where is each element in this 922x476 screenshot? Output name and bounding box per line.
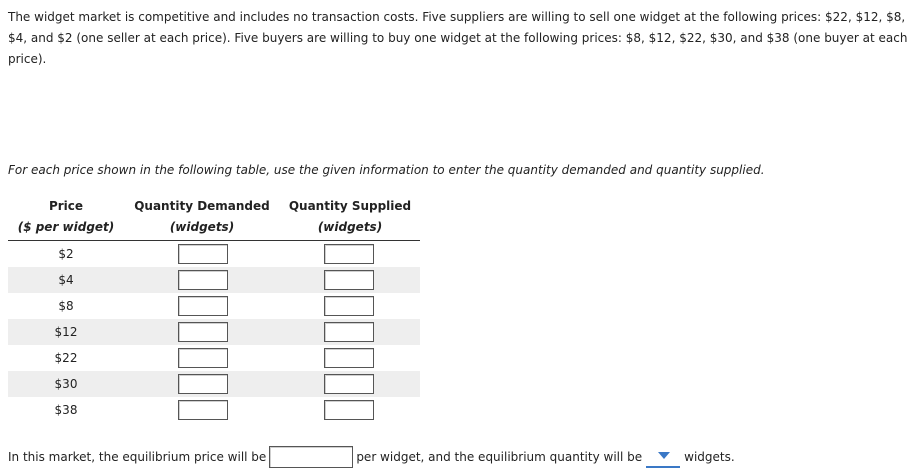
supply-demand-table — [8, 196, 420, 423]
table-instruction: For each price shown in the following table, use the given information to enter the quantity demanded and quantity supplied. — [8, 163, 765, 177]
qd-unit-header: (widgets) — [169, 220, 235, 234]
price-unit-header: ($ per widget) — [17, 220, 115, 234]
caret-down-icon — [658, 452, 670, 459]
quantity-demanded-input[interactable] — [178, 270, 228, 290]
problem-statement — [8, 7, 920, 70]
quantity-supplied-input[interactable] — [324, 270, 374, 290]
quantity-demanded-input[interactable] — [178, 244, 228, 264]
equilibrium-text-after: widgets. — [684, 450, 735, 464]
problem-line-1: The widget market is competitive and includes no transaction costs. Five suppliers are willing to sell one widget at the following prices: $22, $12, $8, — [8, 10, 906, 24]
quantity-supplied-input[interactable] — [324, 348, 374, 368]
table-row — [8, 345, 420, 371]
quantity-demanded-input[interactable] — [178, 400, 228, 420]
quantity-supplied-input[interactable] — [324, 374, 374, 394]
table-row — [8, 319, 420, 345]
price-cell: $8 — [58, 299, 74, 313]
quantity-supplied-input[interactable] — [324, 400, 374, 420]
qs-header: Quantity Supplied — [288, 199, 412, 213]
quantity-demanded-input[interactable] — [178, 322, 228, 342]
price-cell: $4 — [58, 273, 74, 287]
table-header-row — [8, 196, 420, 217]
table-row — [8, 397, 420, 423]
quantity-demanded-input[interactable] — [178, 348, 228, 368]
equilibrium-quantity-dropdown[interactable] — [646, 446, 680, 468]
table-row — [8, 371, 420, 397]
qs-unit-header: (widgets) — [317, 220, 383, 234]
price-cell: $30 — [54, 377, 78, 391]
price-cell: $12 — [54, 325, 78, 339]
price-header: Price — [48, 199, 84, 213]
quantity-supplied-input[interactable] — [324, 244, 374, 264]
price-cell: $38 — [54, 403, 78, 417]
qd-header: Quantity Demanded — [134, 199, 270, 213]
equilibrium-text-middle: per widget, and the equilibrium quantity will be — [356, 450, 643, 464]
table-row — [8, 293, 420, 319]
quantity-supplied-input[interactable] — [324, 322, 374, 342]
equilibrium-price-input[interactable] — [269, 446, 353, 468]
equilibrium-sentence — [8, 446, 735, 468]
price-cell: $2 — [58, 247, 74, 261]
problem-line-3: price). — [8, 52, 47, 66]
problem-line-2: $4, and $2 (one seller at each price). Five buyers are willing to buy one widget at the following prices: $8, $12, $22, $30, and $38 (one buyer at each — [8, 31, 908, 45]
quantity-demanded-input[interactable] — [178, 296, 228, 316]
table-unit-row — [8, 217, 420, 241]
quantity-demanded-input[interactable] — [178, 374, 228, 394]
equilibrium-text-before: In this market, the equilibrium price will be — [8, 450, 267, 464]
price-cell: $22 — [54, 351, 78, 365]
quantity-supplied-input[interactable] — [324, 296, 374, 316]
table-row — [8, 267, 420, 293]
table-row — [8, 241, 420, 267]
